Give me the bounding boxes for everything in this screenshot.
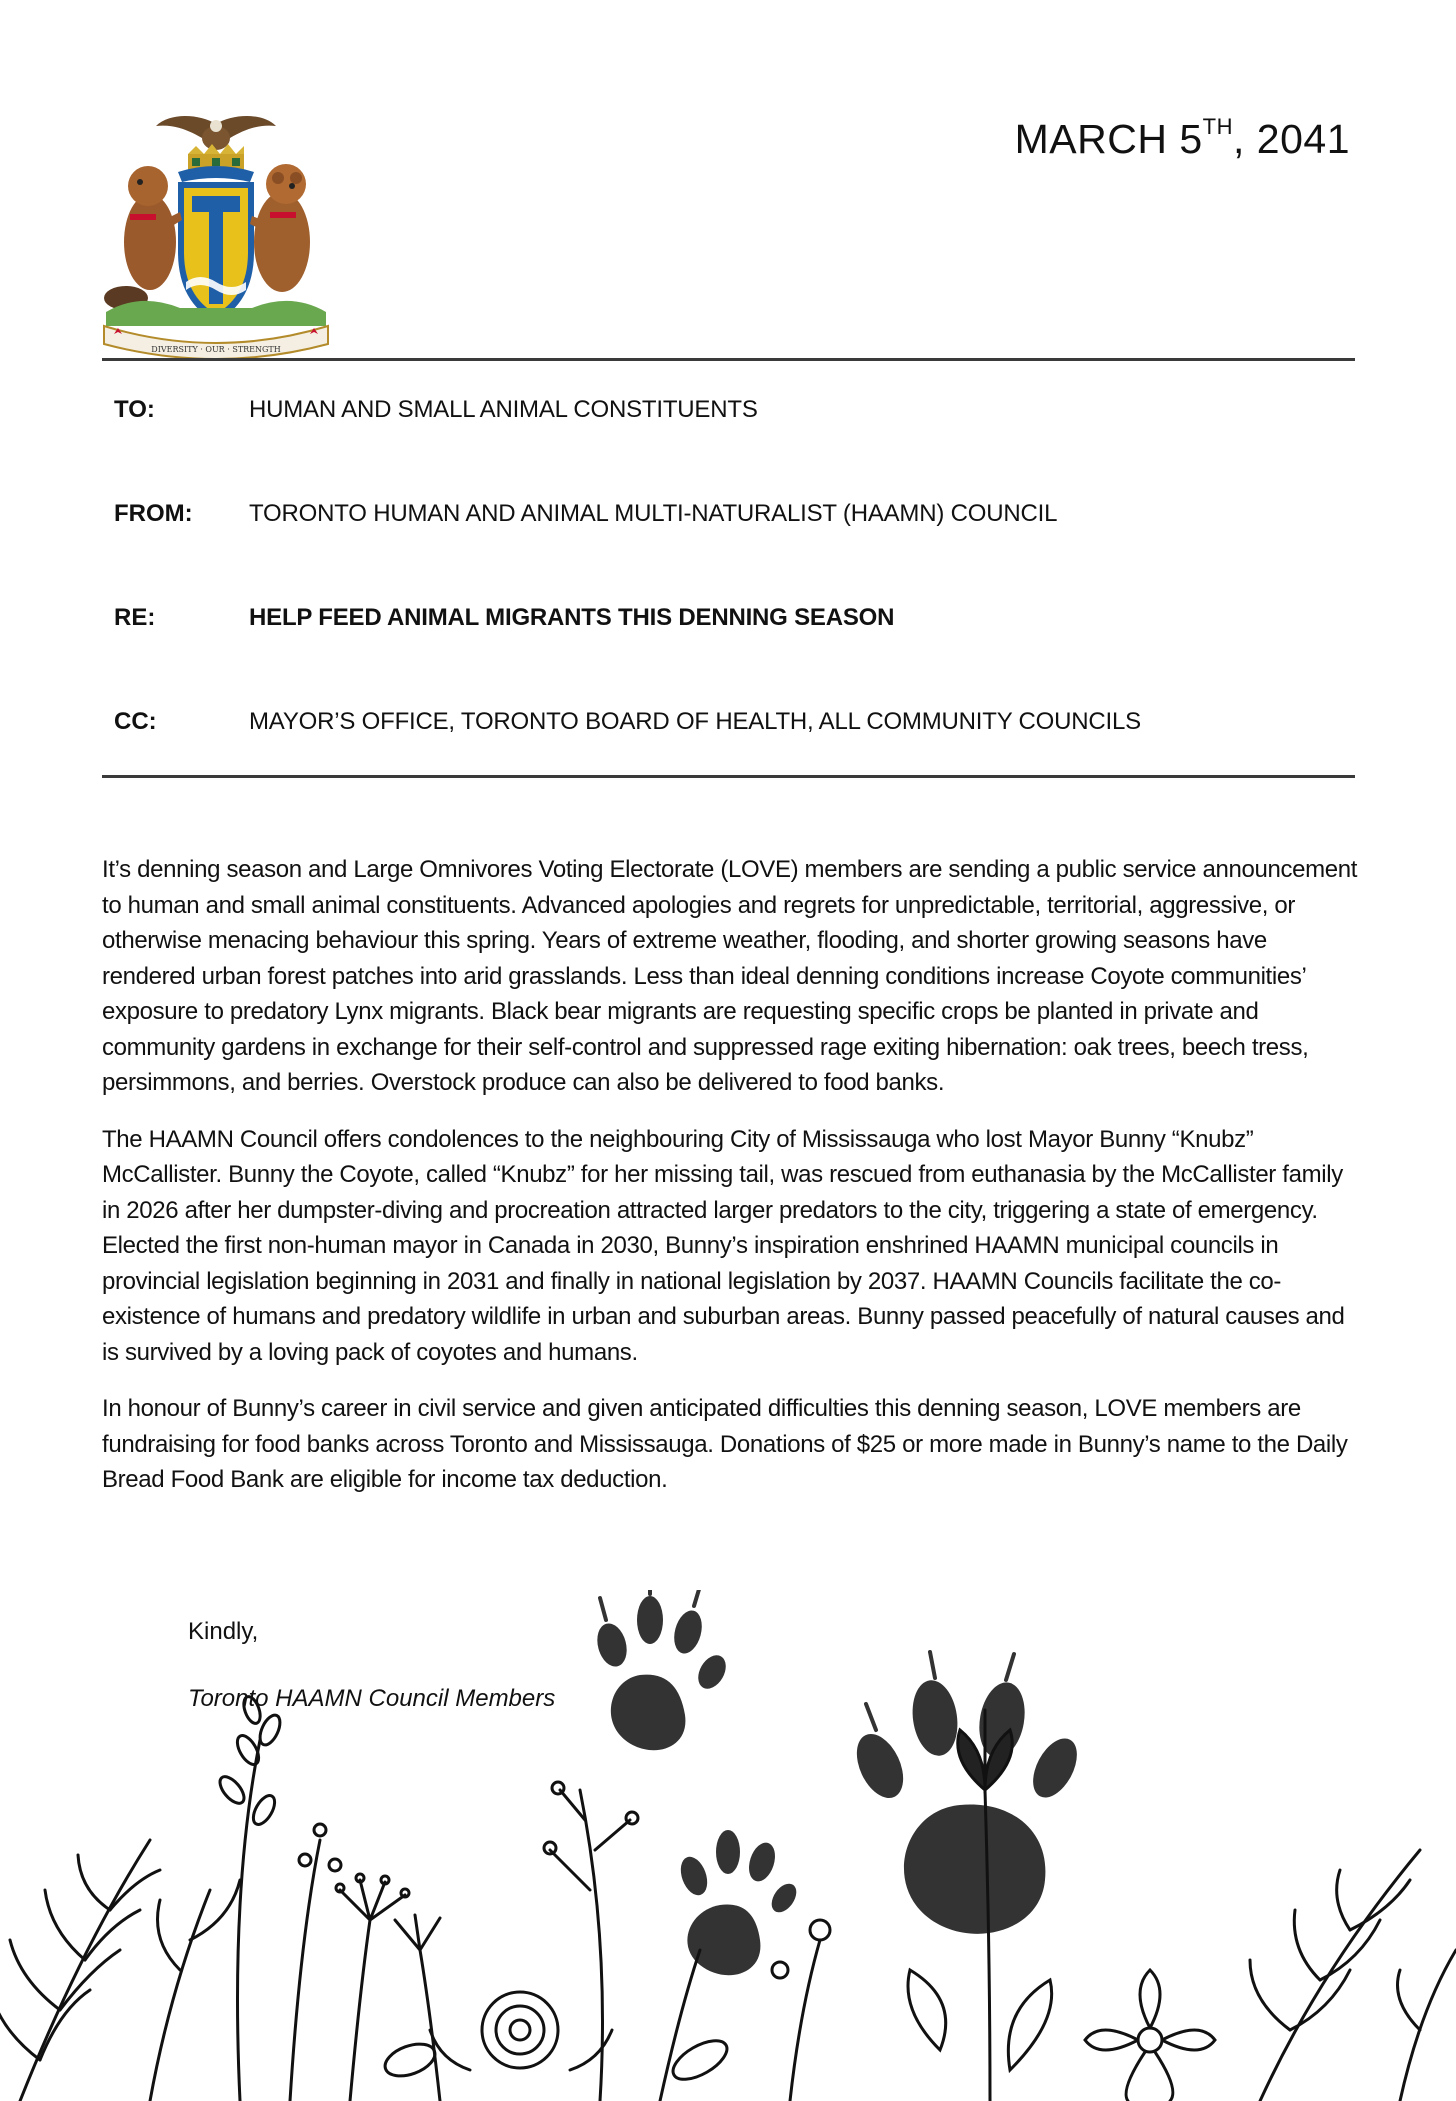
memo-from-label: FROM: <box>114 500 193 527</box>
memo-cc-label: CC: <box>114 708 157 735</box>
memo-to-value: HUMAN AND SMALL ANIMAL CONSTITUENTS <box>249 396 758 423</box>
memo-cc-value: MAYOR’S OFFICE, TORONTO BOARD OF HEALTH, ALL COMMUNITY COUNCILS <box>249 708 1141 735</box>
coat-of-arms-logo <box>100 112 332 362</box>
header-divider-bottom <box>102 775 1355 778</box>
date-suffix: TH <box>1202 114 1233 140</box>
beaver-icon <box>104 166 182 310</box>
eagle-icon <box>156 116 276 150</box>
branching-stem-icon <box>544 1782 830 2101</box>
shield-icon <box>178 182 254 322</box>
paw-print-icon-top <box>593 1596 732 1750</box>
blossom-icon <box>1085 1970 1215 2101</box>
memo-from-value: TORONTO HUMAN AND ANIMAL MULTI-NATURALIST (HAAMN) COUNCIL <box>249 500 1058 527</box>
body-paragraph-1: It’s denning season and Large Omnivores Voting Electorate (LOVE) members are sending a public service announcement to human and small animal constituents. Advanced apologies and regrets for unpredictable, territorial, aggressive, or otherwise menacing behaviour this spring. Years of extreme weather, flooding, and shorter growing seasons have rendered urban forest patches into arid grasslands. Less than ideal denning conditions increase Coyote communities’ exposure to predatory Lynx migrants. Black bear migrants are requesting specific crops be planted in private and community gardens in exchange for their self-control and suppressed rage exiting hibernation: oak trees, beech tress, persimmons, and berries. Overstock produce can also be delivered to food banks. <box>102 856 1358 1096</box>
memo-from-row <box>114 500 1356 540</box>
body-paragraph-2: The HAAMN Council offers condolences to the neighbouring City of Mississauga who lost Mayor Bunny “Knubz” McCallister. Bunny the Coyote, called “Knubz” for her missing tail, was rescued from euthanasia by the McCallister family in 2026 after her dumpster-diving and procreation attracted larger predators to the city, triggering a state of emergency. Elected the first non-human mayor in Canada in 2030, Bunny’s inspiration enshrined HAAMN municipal councils in provincial legislation beginning in 2031 and finally in national legislation by 2037. HAAMN Councils facilitate the co-existence of humans and predatory wildlife in urban and suburban areas. Bunny passed peacefully of natural causes and is survived by a loving pack of coyotes and humans. <box>102 1125 1345 1366</box>
bear-icon <box>250 164 310 292</box>
body-paragraph-3: In honour of Bunny’s career in civil service and given anticipated difficulties this denning season, LOVE members are fundraising for food banks across Toronto and Mississauga. Donations of $25 or more made in Bunny’s name to the Daily Bread Food Bank are eligible for income tax deduction. <box>102 1395 1348 1493</box>
signature: Toronto HAAMN Council Members <box>188 1685 556 1712</box>
date-year: , 2041 <box>1233 116 1350 162</box>
memo-re-value: HELP FEED ANIMAL MIGRANTS THIS DENNING SEASON <box>249 604 895 631</box>
paw-print-icon-middle <box>676 1830 801 1975</box>
memo-to-label: TO: <box>114 396 155 423</box>
botanical-illustration <box>0 1590 1456 2101</box>
motto-text: DIVERSITY · OUR · STRENGTH <box>151 345 281 354</box>
date-month-day: MARCH 5 <box>1014 116 1203 162</box>
fern-icon-left <box>0 1840 240 2101</box>
header-divider-top <box>102 358 1355 361</box>
closing-salutation: Kindly, <box>188 1618 259 1645</box>
memo-to-row <box>114 396 1356 436</box>
paw-print-icon-large <box>848 1677 1086 1934</box>
rose-icon <box>381 1992 612 2082</box>
motto-ribbon <box>104 326 328 359</box>
memo-cc-row <box>114 708 1356 748</box>
memo-re-label: RE: <box>114 604 156 631</box>
memo-re-row <box>114 604 1356 644</box>
letter-date <box>1015 116 1350 163</box>
letter-body <box>102 852 1362 1519</box>
fern-icon-right <box>1250 1850 1456 2101</box>
